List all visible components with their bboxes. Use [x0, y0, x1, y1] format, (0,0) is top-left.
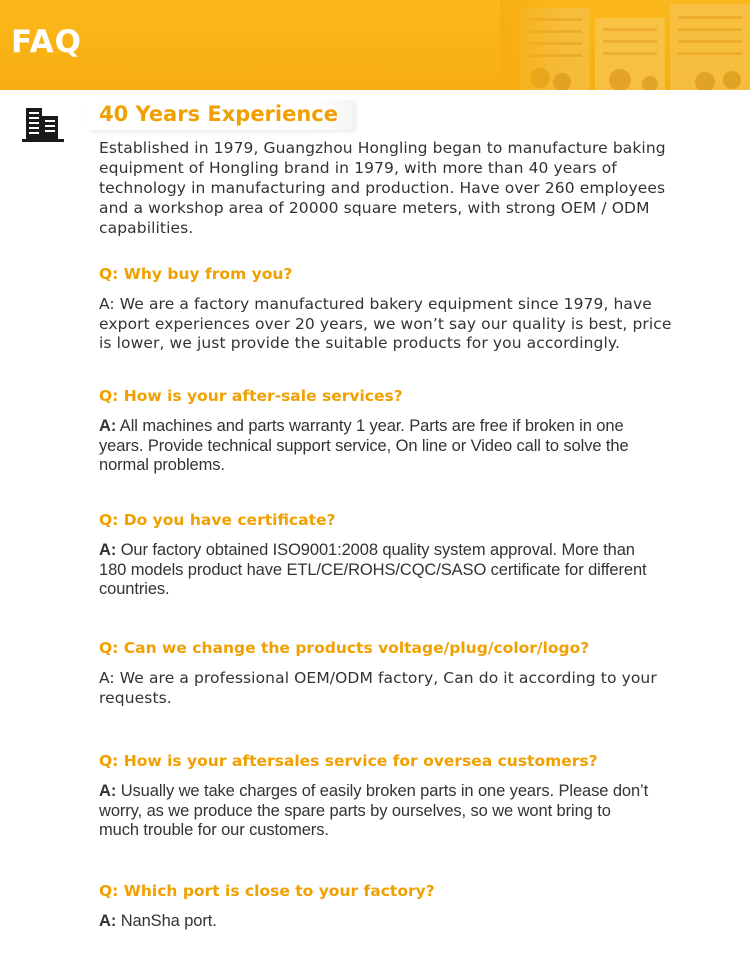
answer-label: A: [99, 417, 117, 435]
faq-answer [99, 541, 699, 600]
faq-question: Q: Do you have certificate? [99, 511, 336, 529]
answer-line: export experiences over 20 years, we won’t say our quality is best, price [99, 314, 672, 333]
page-title: FAQ [11, 24, 82, 60]
answer-label: A: [99, 782, 117, 800]
answer-line: 180 models product have ETL/CE/ROHS/CQC/SASO certificate for different [99, 560, 647, 579]
intro-line: Established in 1979, Guangzhou Hongling began to manufacture baking [99, 139, 666, 157]
answer-line: All machines and parts warranty 1 year. Parts are free if broken in one [116, 417, 624, 435]
section-title: 40 Years Experience [99, 102, 338, 126]
faq-answer [99, 295, 699, 354]
faq-answer [99, 417, 699, 476]
intro-line: and a workshop area of 20000 square meters, with strong OEM / ODM [99, 199, 650, 217]
answer-line: Usually we take charges of easily broken parts in one years. Please don’t [116, 782, 649, 800]
intro-paragraph [99, 138, 699, 238]
answer-line: much trouble for our customers. [99, 821, 329, 839]
answer-line: A: We are a professional OEM/ODM factory, Can do it according to your [99, 669, 657, 687]
header-banner [0, 0, 750, 90]
faq-answer [99, 912, 699, 932]
answer-label: A: [99, 912, 117, 930]
faq-answer [99, 782, 699, 841]
answer-line: years. Provide technical support service, On line or Video call to solve the [99, 436, 629, 455]
answer-line: countries. [99, 580, 170, 598]
buildings-photo-decoration [500, 0, 750, 90]
answer-line: is lower, we just provide the suitable products for you accordingly. [99, 334, 620, 352]
answer-line: NanSha port. [116, 912, 217, 930]
answer-line: worry, as we produce the spare parts by ourselves, so we wont bring to [99, 801, 611, 820]
answer-line: requests. [99, 688, 172, 707]
intro-line: capabilities. [99, 219, 194, 237]
building-icon [22, 104, 64, 142]
answer-line: normal problems. [99, 456, 225, 474]
faq-question: Q: Why buy from you? [99, 265, 293, 283]
intro-line: technology in manufacturing and production. Have over 260 employees [99, 179, 666, 197]
answer-line: A: We are a factory manufactured bakery equipment since 1979, have [99, 295, 652, 313]
answer-line: Our factory obtained ISO9001:2008 quality system approval. More than [116, 541, 635, 559]
faq-question: Q: Which port is close to your factory? [99, 882, 435, 900]
faq-question: Q: How is your aftersales service for oversea customers? [99, 752, 598, 770]
intro-line: equipment of Hongling brand in 1979, with more than 40 years of [99, 159, 617, 177]
faq-question: Q: Can we change the products voltage/plug/color/logo? [99, 639, 590, 657]
faq-question: Q: How is your after-sale services? [99, 387, 403, 405]
answer-label: A: [99, 541, 117, 559]
faq-answer [99, 669, 699, 708]
